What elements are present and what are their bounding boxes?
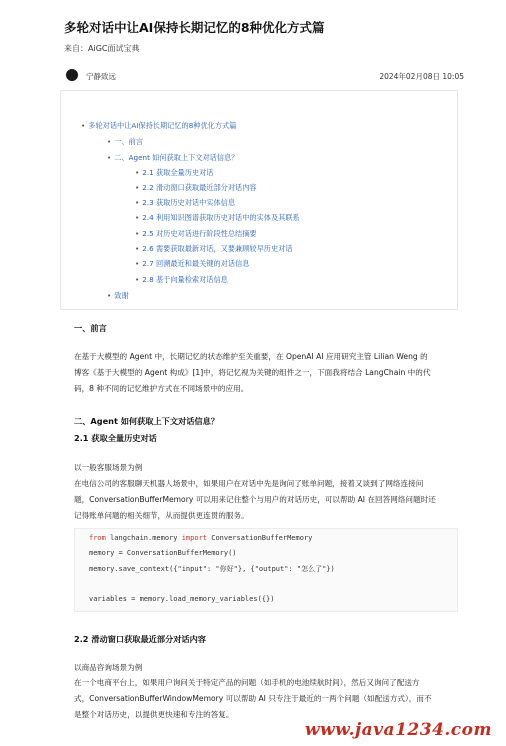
code-block[interactable] xyxy=(74,528,458,612)
toc-item-2-7[interactable]: • 2.7 回溯最近和最关键的对话信息 xyxy=(135,259,249,269)
code-keyword: import xyxy=(181,534,208,542)
toc-item-2-1[interactable]: • 2.1 获取全量历史对话 xyxy=(135,168,213,178)
toc-item-thanks[interactable]: • 致谢 xyxy=(107,291,129,301)
toc-item-title[interactable]: • 多轮对话中让AI保持长期记忆的8种优化方式篇 xyxy=(81,121,236,131)
site-watermark: www.java1234.com xyxy=(304,720,492,740)
article-title: 多轮对话中让AI保持长期记忆的8种优化方式篇 xyxy=(64,20,325,35)
section-heading-preface: 一、前言 xyxy=(74,323,107,333)
paragraph-2-2 xyxy=(74,675,460,723)
toc-item-2-3[interactable]: • 2.3 获取历史对话中实体信息 xyxy=(135,198,235,208)
avatar[interactable] xyxy=(66,69,78,81)
paragraph-line: 式，ConversationBufferWindowMemory 可以帮助 AI 只专注于最近的一两个问题（如配送方式），而不 xyxy=(74,694,432,703)
toc-item-2-6[interactable]: • 2.6 需要获取最新对话，又要兼顾较早历史对话 xyxy=(135,244,293,254)
toc-item-2-5[interactable]: • 2.5 对历史对话进行阶段性总结摘要 xyxy=(135,229,257,239)
code-line xyxy=(89,534,312,542)
paragraph-line: 题，ConversationBufferMemory 可以用来记住整个与用户的对话历史，可以帮助 AI 在回答网络问题时还 xyxy=(74,495,436,504)
toc-item-2-8[interactable]: • 2.8 基于向量检索对话信息 xyxy=(135,275,228,285)
code-line: memory.save_context({"input": "你好"}, {"output": "怎么了"}) xyxy=(89,565,335,573)
publish-date: 2024年02月08日 10:05 xyxy=(379,72,464,81)
toc-item-preface[interactable]: • 一、前言 xyxy=(107,137,143,147)
preface-line: 博客《基于大模型的 Agent 构成》[1]中，将记忆视为关键的组件之一，下面我将结合 LangChain 中的代 xyxy=(74,368,431,377)
article-source: 来自：AiGC面试宝典 xyxy=(64,44,140,53)
preface-paragraph xyxy=(74,349,460,397)
example-label-2-2: 以商品咨询场景为例 xyxy=(74,663,143,672)
toc-item-section-2[interactable]: • 二、Agent 如何获取上下文对话信息？ xyxy=(107,153,238,163)
subsection-heading-2-1: 2.1 获取全量历史对话 xyxy=(74,433,157,443)
paragraph-line: 在电信公司的客服聊天机器人场景中，如果用户在对话中先是询问了账单问题，接着又谈到了网络连接问 xyxy=(74,479,424,488)
paragraph-line: 记得账单问题的相关细节，从而提供更连贯的服务。 xyxy=(74,511,249,520)
subsection-heading-2-2: 2.2 滑动窗口获取最近部分对话内容 xyxy=(74,634,206,644)
preface-line: 在基于大模型的 Agent 中，长期记忆的状态维护至关重要，在 OpenAI AI 应用研究主管 Lilian Weng 的 xyxy=(74,352,428,361)
code-line: memory = ConversationBufferMemory() xyxy=(89,549,237,557)
paragraph-2-1 xyxy=(74,476,460,524)
code-line: variables = memory.load_memory_variables({}) xyxy=(89,595,275,603)
code-text: ConversationBufferMemory xyxy=(207,534,313,542)
paragraph-line: 在一个电商平台上，如果用户询问关于特定产品的问题（如手机的电池续航时间），然后又询问了配送方 xyxy=(74,678,420,687)
code-text: langchain.memory xyxy=(105,534,182,542)
paragraph-line: 是整个对话历史，以提供更快速和专注的答复。 xyxy=(74,710,234,719)
toc-item-2-2[interactable]: • 2.2 滑动窗口获取最近部分对话内容 xyxy=(135,183,257,193)
preface-line: 码，8 种不同的记忆维护方式在不同场景中的应用。 xyxy=(74,384,249,393)
example-label-2-1: 以一般客服场景为例 xyxy=(74,463,143,472)
toc-item-2-4[interactable]: • 2.4 利用知识图谱获取历史对话中的实体及其联系 xyxy=(135,213,300,223)
section-heading-agent: 二、Agent 如何获取上下文对话信息？ xyxy=(74,416,219,426)
table-of-contents xyxy=(60,90,458,310)
code-keyword: from xyxy=(89,534,106,542)
author-name[interactable]: 宁静致远 xyxy=(86,72,116,81)
